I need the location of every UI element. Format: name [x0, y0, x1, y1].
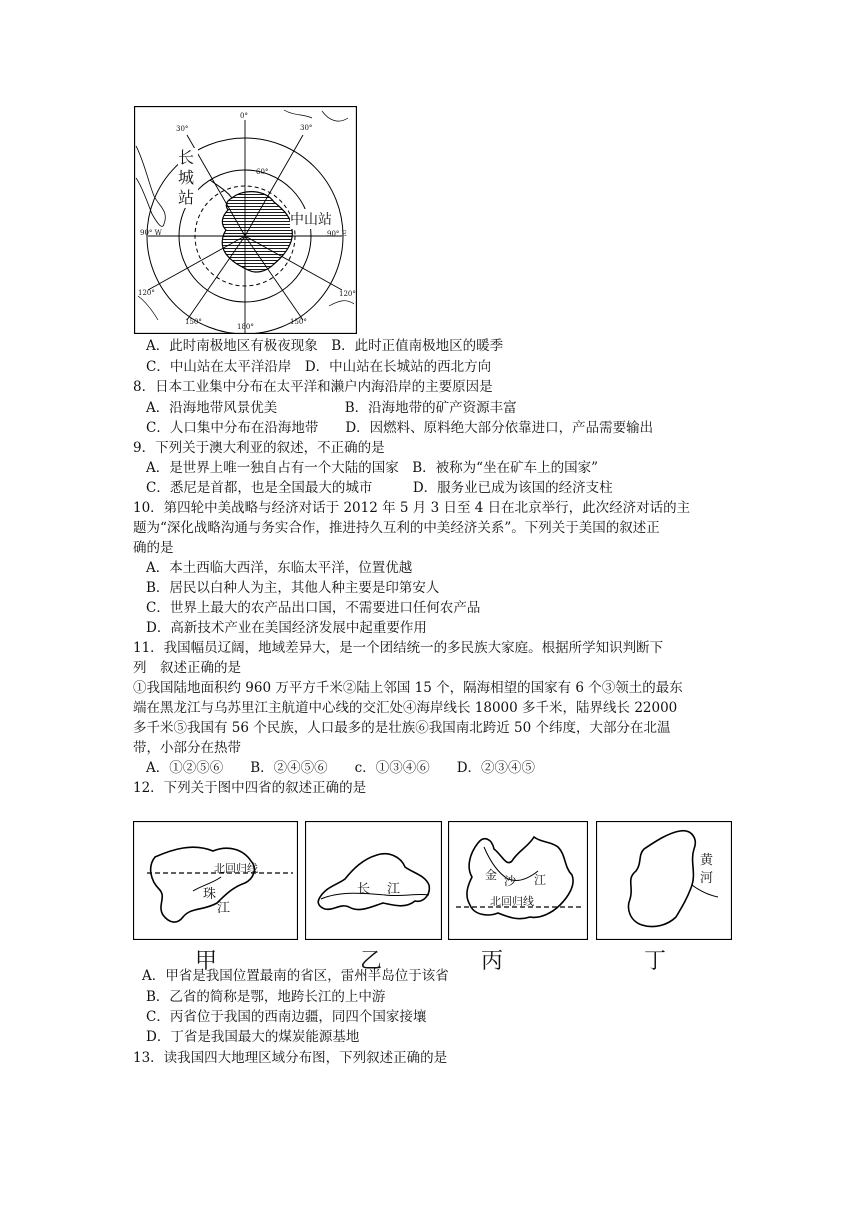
deg-30-right-label: 30° [300, 124, 313, 132]
q10-option-c: C．世界上最大的农产品出口国，不需要进口任何农产品 [146, 600, 481, 616]
q10-stem-line2: 题为“深化战略沟通与务实合作，推进持久互利的中美经济关系”。下列关于美国的叙述正 [133, 520, 660, 536]
deg-90w-label: 90° W [140, 229, 162, 237]
bing-tropic-label: 北回归线 [490, 895, 534, 908]
ding-he-label: 河 [700, 871, 714, 886]
ding-huang-label: 黄 [700, 853, 714, 868]
q8-option-cd: C．人口集中分布在沿海地带 D．因燃料、原料绝大部分依靠进口，产品需要输出 [146, 420, 654, 436]
jia-tropic-label: 北回归线 [214, 862, 258, 875]
q9-stem: 9．下列关于澳大利亚的叙述，不正确的是 [133, 440, 385, 456]
changcheng-label: 长 城 站 [178, 148, 198, 208]
jia-jiang-label: 江 [217, 901, 231, 916]
bing-sha-label: 沙 [504, 874, 517, 888]
antarctic-map [134, 106, 357, 334]
province-map-yi [305, 821, 442, 940]
zhongshan-label: 中山站 [290, 209, 332, 229]
deg-120-left-label: 120° [138, 289, 155, 297]
q8-stem: 8．日本工业集中分布在太平洋和濑户内海沿岸的主要原因是 [133, 379, 493, 395]
q7-option-cd: C．中山站在太平洋沿岸 D．中山站在长城站的西北方向 [146, 359, 492, 375]
deg-150-left-label: 150° [185, 318, 202, 326]
q12-option-c: C．丙省位于我国的西南边疆，同四个国家接壤 [146, 1009, 427, 1025]
yi-jiang-label: 江 [387, 882, 401, 897]
q11-options: A．①②⑤⑥ B．②④⑤⑥ c．①③④⑥ D．②③④⑤ [146, 760, 536, 776]
q11-stem-line6: 带，小部分在热带 [133, 740, 241, 756]
q7-option-ab: A．此时南极地区有极夜现象 B．此时正值南极地区的暖季 [146, 338, 504, 354]
q10-option-b: B．居民以白种人为主，其他人种主要是印第安人 [146, 580, 440, 596]
q9-option-ab: A．是世界上唯一独自占有一个大陆的国家 B．被称为“坐在矿车上的国家” [146, 460, 598, 476]
deg-30-left-label: 30° [176, 125, 189, 133]
q10-stem-line1: 10．第四轮中美战略与经济对话于 2012 年 5 月 3 日至 4 日在北京举行，此次经济对话的主 [133, 500, 691, 516]
q11-stem-line4: 端在黑龙江与乌苏里江主航道中心线的交汇处④海岸线长 18000 多千米，陆界线长 22000 [133, 700, 678, 716]
yi-chang-label: 长 [357, 882, 371, 897]
deg-90e-label: 90° E [327, 230, 347, 238]
q10-option-a: A．本土西临大西洋，东临太平洋，位置优越 [146, 560, 413, 576]
deg-150-right-label: 150° [290, 318, 307, 326]
deg-120-right-label: 120° [339, 290, 356, 298]
deg-60-label: 60° [256, 168, 269, 176]
q8-option-ab: A．沿海地带风景优美 B．沿海地带的矿产资源丰富 [146, 400, 517, 416]
province-name-jia: 甲 [195, 949, 218, 974]
jia-zhu-label: 珠 [203, 887, 217, 902]
province-map-bing [448, 821, 588, 940]
q11-stem-line5: 多千米⑤我国有 56 个民族，人口最多的是壮族⑥我国南北跨近 50 个纬度，大部分在北温 [133, 720, 671, 736]
bing-jiang-label: 江 [534, 873, 547, 887]
province-name-bing: 丙 [481, 949, 504, 974]
q12-option-a: A．甲省是我国位置最南的省区，雷州半岛位于该省 [142, 968, 449, 984]
province-name-ding: 丁 [644, 949, 667, 974]
bing-jin-label: 金 [485, 868, 498, 882]
q11-stem-line2: 列 叙述正确的是 [133, 660, 241, 676]
province-map-ding [596, 821, 732, 940]
q9-option-cd: C．悉尼是首都，也是全国最大的城市 D．服务业已成为该国的经济支柱 [146, 480, 613, 496]
q12-option-d: D．丁省是我国最大的煤炭能源基地 [146, 1029, 360, 1045]
q10-stem-line3: 确的是 [133, 540, 174, 556]
province-map-jia [133, 821, 298, 940]
q12-stem: 12．下列关于图中四省的叙述正确的是 [133, 780, 367, 796]
q13-stem: 13．读我国四大地理区域分布图，下列叙述正确的是 [133, 1050, 448, 1066]
q11-stem-line3: ①我国陆地面积约 960 万平方千米②陆上邻国 15 个，隔海相望的国家有 6 个③领土的最东 [133, 680, 683, 696]
deg-180-label: 180° [237, 323, 254, 331]
q12-option-b: B．乙省的简称是鄂，地跨长江的上中游 [146, 989, 386, 1005]
deg-0-label: 0° [240, 112, 248, 120]
q10-option-d: D．高新技术产业在美国经济发展中起重要作用 [146, 620, 427, 636]
province-name-yi: 乙 [360, 949, 383, 974]
q11-stem-line1: 11．我国幅员辽阔，地域差异大，是一个团结统一的多民族大家庭。根据所学知识判断下 [133, 640, 664, 656]
